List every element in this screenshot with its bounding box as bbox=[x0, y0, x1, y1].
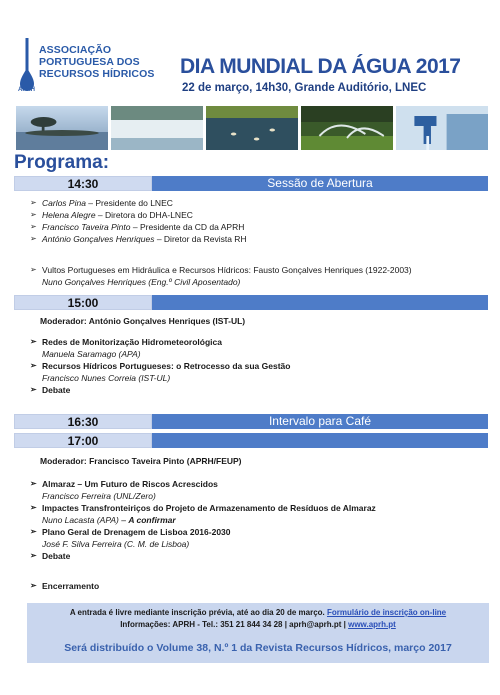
list-item: ➢ Impactes Transfronteiriços do Projeto de Armazenamento de Resíduos de Almaraz bbox=[30, 502, 376, 514]
event-title: DIA MUNDIAL DA ÁGUA 2017 bbox=[180, 55, 461, 78]
closing bbox=[30, 580, 99, 592]
list-item: ➢ Almaraz – Um Futuro de Riscos Acrescidos bbox=[30, 478, 376, 490]
session4-list bbox=[30, 478, 376, 562]
speaker: Francisco Ferreira (UNL/Zero) bbox=[42, 491, 156, 501]
org-abbr: APRH bbox=[18, 87, 36, 93]
list-item: ➢ Francisco Taveira Pinto – Presidente da CD da APRH bbox=[30, 221, 247, 233]
opening-speakers-list bbox=[30, 197, 247, 245]
session-bar-opening bbox=[14, 176, 488, 191]
aprh-logo bbox=[20, 38, 180, 98]
website-link[interactable]: www.aprh.pt bbox=[348, 620, 396, 629]
footer-box bbox=[27, 603, 489, 663]
photo-tree-water bbox=[16, 106, 108, 150]
session-label bbox=[152, 433, 488, 448]
debate-item: ➢ Debate bbox=[30, 384, 290, 396]
session-label: Sessão de Abertura bbox=[152, 176, 488, 191]
session-bar-1500 bbox=[14, 295, 488, 310]
talk-speaker: Nuno Gonçalves Henriques (Eng.º Civil Aposentado) bbox=[42, 277, 241, 287]
photo-faucet bbox=[396, 106, 488, 150]
photo-waterfall bbox=[111, 106, 203, 150]
session-label bbox=[152, 295, 488, 310]
speaker: Nuno Lacasta (APA) – A confirmar bbox=[42, 515, 176, 525]
session-time: 17:00 bbox=[14, 433, 152, 448]
speaker: Francisco Nunes Correia (IST-UL) bbox=[42, 373, 171, 383]
event-subtitle: 22 de março, 14h30, Grande Auditório, LNEC bbox=[182, 82, 427, 94]
program-heading: Programa: bbox=[14, 152, 110, 173]
footer-registration: A entrada é livre mediante inscrição prévia, até ao dia 20 de março. Formulário de inscrição on-line bbox=[69, 608, 447, 617]
footer-contacts: Informações: APRH - Tel.: 351 21 844 34 28 | aprh@aprh.pt | www.aprh.pt bbox=[120, 620, 396, 629]
session-bar-coffee bbox=[14, 414, 488, 429]
list-item: ➢ Recursos Hídricos Portugueses: o Retrocesso da sua Gestão bbox=[30, 360, 290, 372]
moderator-s2: Moderador: António Gonçalves Henriques (IST-UL) bbox=[40, 316, 246, 326]
moderator-s4: Moderador: Francisco Taveira Pinto (APRH/FEUP) bbox=[40, 456, 242, 466]
opening-talk bbox=[30, 264, 412, 288]
speaker: José F. Silva Ferreira (C. M. de Lisboa) bbox=[42, 539, 190, 549]
photo-strip bbox=[16, 106, 488, 150]
debate-item: ➢ Debate bbox=[30, 550, 376, 562]
session-bar-1700 bbox=[14, 433, 488, 448]
session-label: Intervalo para Café bbox=[152, 414, 488, 429]
footer-journal-note: Será distribuído o Volume 38, N.º 1 da Revista Recursos Hídricos, março 2017 bbox=[64, 642, 452, 654]
session-time: 15:00 bbox=[14, 295, 152, 310]
header bbox=[0, 0, 500, 105]
talk-title: ➢ Vultos Portugueses em Hidráulica e Recursos Hídricos: Fausto Gonçalves Henriques (1922-2003) bbox=[30, 264, 412, 276]
registration-form-link[interactable]: Formulário de inscrição on-line bbox=[327, 608, 447, 617]
photo-ducks-lake bbox=[206, 106, 298, 150]
photo-irrigation bbox=[301, 106, 393, 150]
speaker: Manuela Saramago (APA) bbox=[42, 349, 141, 359]
closing-item: ➢ Encerramento bbox=[30, 580, 99, 592]
session-time: 16:30 bbox=[14, 414, 152, 429]
org-name: ASSOCIAÇÃO PORTUGUESA DOS RECURSOS HÍDRICOS bbox=[39, 44, 155, 80]
session2-list bbox=[30, 336, 290, 396]
session-time: 14:30 bbox=[14, 176, 152, 191]
list-item: ➢ António Gonçalves Henriques – Diretor da Revista RH bbox=[30, 233, 247, 245]
list-item: ➢ Redes de Monitorização Hidrometeorológica bbox=[30, 336, 290, 348]
list-item: ➢ Plano Geral de Drenagem de Lisboa 2016-2030 bbox=[30, 526, 376, 538]
to-confirm-note: A confirmar bbox=[128, 515, 176, 525]
list-item: ➢ Helena Alegre – Diretora do DHA-LNEC bbox=[30, 209, 247, 221]
list-item: ➢ Carlos Pina – Presidente do LNEC bbox=[30, 197, 247, 209]
